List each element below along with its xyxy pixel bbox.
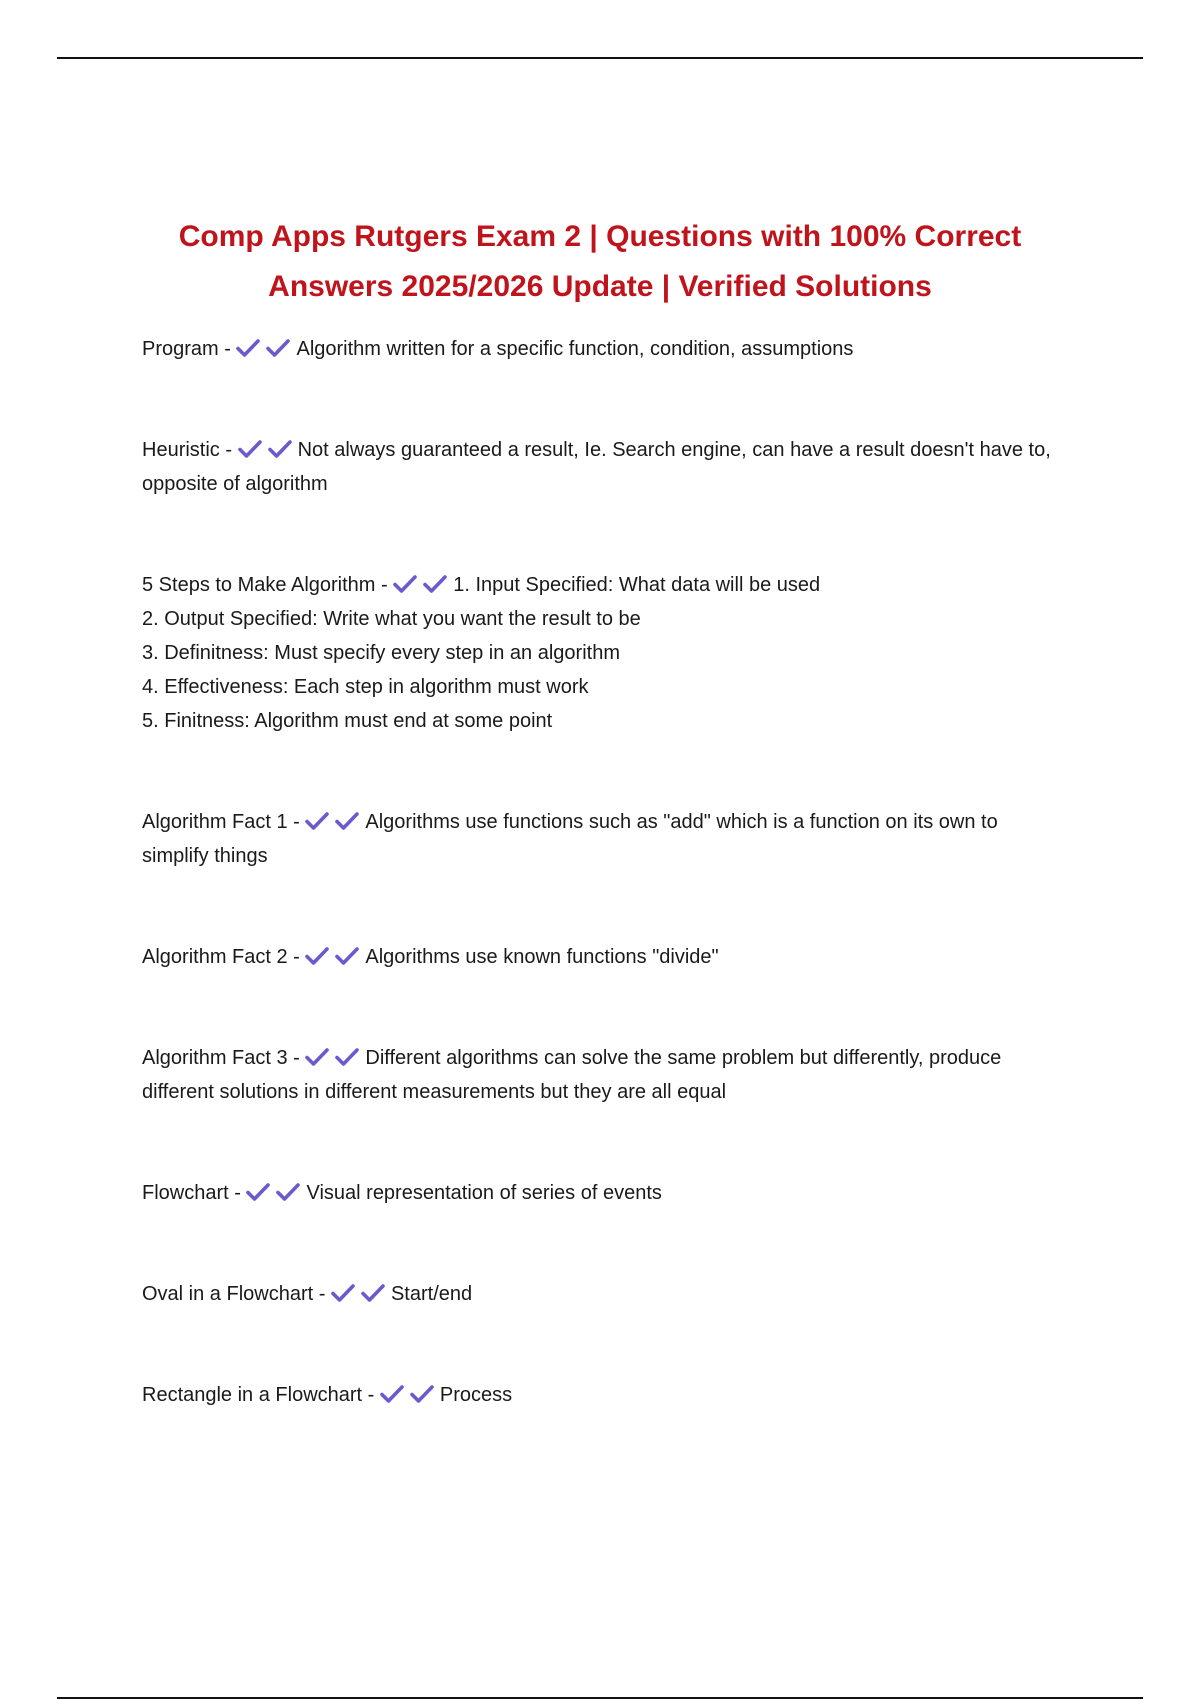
definition: Start/end [390,1283,473,1305]
check-icon [238,439,262,459]
qa-line [142,940,1062,974]
check-icon [276,1182,300,1202]
top-rule [57,57,1143,59]
qa-entry-oval [142,1277,1062,1311]
title-line-2: Answers 2025/2026 Update | Verified Solutions [268,270,932,303]
check-icon [268,439,292,459]
qa-entry-program [142,332,1062,366]
check-icon [393,574,417,594]
check-icon [410,1384,434,1404]
separator: - [375,574,394,596]
qa-line [142,332,1062,366]
step-item: 2. Output Specified: Write what you want the result to be [142,608,641,630]
check-icon [305,946,329,966]
separator: - [218,338,237,360]
check-icon [361,1283,385,1303]
separator: - [219,439,238,461]
term: Flowchart [142,1182,229,1204]
check-icon [423,574,447,594]
definition: Algorithm written for a specific function, condition, assumptions [296,338,854,360]
check-icon [305,1047,329,1067]
bottom-rule [57,1697,1143,1699]
qa-entry-algorithm-fact-2 [142,940,1062,974]
check-icon [246,1182,270,1202]
step-item: 4. Effectiveness: Each step in algorithm must work [142,676,589,698]
term: Rectangle in a Flowchart [142,1384,363,1406]
definition: Visual representation of series of events [306,1182,662,1204]
separator: - [287,1047,306,1069]
definition: Algorithms use functions such as "add" which is a function on its own to simplify things [142,811,998,867]
term: Algorithm Fact 2 [142,946,288,968]
title-line-1: Comp Apps Rutgers Exam 2 | Questions with 100% Correct [178,220,1022,253]
qa-line [142,433,1062,501]
check-icon [266,338,290,358]
document-title [150,212,1050,312]
qa-line [142,805,1062,873]
qa-entry-rectangle [142,1378,1062,1412]
qa-entry-five-steps [142,568,1062,738]
check-icon [305,811,329,831]
definition: 1. Input Specified: What data will be used [453,574,821,596]
term: Algorithm Fact 1 [142,811,288,833]
qa-entry-algorithm-fact-3 [142,1041,1062,1109]
qa-line [142,1176,1062,1210]
separator: - [228,1182,247,1204]
term: Algorithm Fact 3 [142,1047,288,1069]
term: Program [142,338,219,360]
definition: Not always guaranteed a result, Ie. Search engine, can have a result doesn't have to, opposite of algorithm [142,439,1051,495]
step-item: 3. Definitness: Must specify every step in an algorithm [142,642,620,664]
qa-line [142,1277,1062,1311]
qa-line [142,568,1062,602]
term: Oval in a Flowchart [142,1283,314,1305]
separator: - [362,1384,380,1406]
qa-entry-flowchart [142,1176,1062,1210]
definition: Different algorithms can solve the same problem but differently, produce different solutions in different measurements but they are all equal [142,1047,1002,1103]
term: 5 Steps to Make Algorithm [142,574,376,596]
qa-entry-heuristic [142,433,1062,501]
step-item: 5. Finitness: Algorithm must end at some point [142,710,553,732]
check-icon [236,338,260,358]
term: Heuristic [142,439,220,461]
separator: - [313,1283,331,1305]
definition: Algorithms use known functions "divide" [365,946,719,968]
check-icon [335,1047,359,1067]
qa-entry-algorithm-fact-1 [142,805,1062,873]
separator: - [287,811,306,833]
qa-list [142,332,1062,1479]
qa-line [142,1041,1062,1109]
definition: Process [439,1384,513,1406]
check-icon [331,1283,355,1303]
check-icon [335,946,359,966]
check-icon [335,811,359,831]
check-icon [380,1384,404,1404]
qa-line [142,1378,1062,1412]
separator: - [287,946,306,968]
